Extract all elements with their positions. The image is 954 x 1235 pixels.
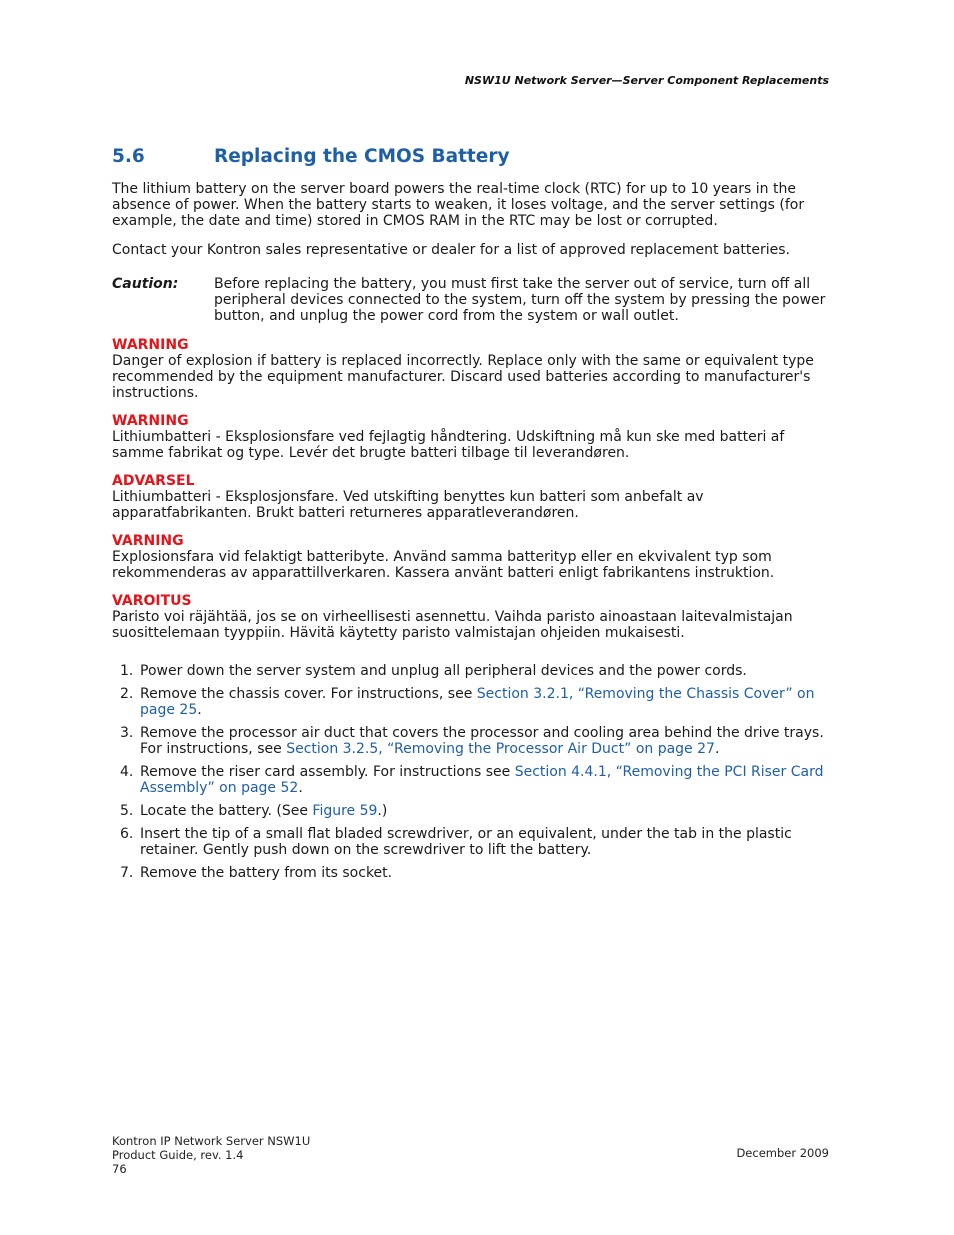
warning-block [112, 533, 830, 581]
step-text-part: Remove the riser card assembly. For instructions see [140, 764, 515, 780]
step-item [112, 826, 830, 858]
step-text [140, 725, 830, 757]
warning-block [112, 413, 830, 461]
warning-text: Paristo voi räjähtää, jos se on virheellisesti asennettu. Vaihda paristo ainoastaan laitevalmistajan suosittelemaan tyyppiin. Hävitä käytetty paristo valmistajan ohjeiden mukaisesti. [112, 609, 793, 641]
warning-label: VARNING [112, 533, 184, 549]
step-number: 5. [120, 803, 134, 819]
step-text [140, 803, 830, 819]
section-heading [112, 146, 830, 167]
page-number: 76 [112, 1162, 127, 1176]
warning-text: Lithiumbatteri - Eksplosionsfare ved fejlagtig håndtering. Udskiftning må kun ske med batteri af samme fabrikat og type. Levér det brugte batteri tilbage til leverandøren. [112, 429, 785, 461]
step-number: 4. [120, 764, 134, 780]
footer-date: December 2009 [736, 1146, 829, 1160]
section-title: Replacing the CMOS Battery [214, 146, 510, 167]
warning-text: Explosionsfara vid felaktigt batteribyte. Använd samma batterityp eller en ekvivalent typ som rekommenderas av apparattillverkaren. Kassera använt batteri enligt fabrikantens instruktion. [112, 549, 775, 581]
step-item [112, 764, 830, 796]
section-number: 5.6 [112, 146, 145, 167]
step-text-part: . [714, 741, 720, 757]
figure-reference-link[interactable]: Figure 59 [312, 803, 378, 819]
step-text-part: Remove the battery from its socket. [140, 865, 393, 881]
step-item [112, 725, 830, 757]
warning-label: VAROITUS [112, 593, 192, 609]
step-text-part: Remove the chassis cover. For instructions, see [140, 686, 477, 702]
warning-block [112, 337, 830, 401]
page-content [112, 146, 830, 888]
step-number: 3. [120, 725, 134, 741]
caution-note [112, 276, 830, 324]
step-text [140, 826, 830, 858]
step-text-part: Power down the server system and unplug all peripheral devices and the power cords. [140, 663, 747, 679]
cross-reference-link[interactable]: Section 3.2.1, “Removing the Chassis Cover” on page 25 [140, 686, 815, 718]
step-text [140, 686, 830, 718]
step-item [112, 803, 830, 819]
footer-guide: Product Guide, rev. 1.4 [112, 1148, 244, 1162]
step-text-part: .) [377, 803, 388, 819]
warning-text: Lithiumbatteri - Eksplosjonsfare. Ved utskifting benyttes kun batteri som anbefalt av apparatfabrikanten. Brukt batteri returneres apparatleverandøren. [112, 489, 704, 521]
warning-label: WARNING [112, 337, 189, 353]
running-header: NSW1U Network Server—Server Component Replacements [464, 74, 829, 87]
step-text-part: Locate the battery. (See [140, 803, 313, 819]
step-text [140, 865, 830, 881]
step-text-part: . [197, 702, 202, 718]
intro-paragraph: The lithium battery on the server board powers the real-time clock (RTC) for up to 10 years in the absence of power. When the battery starts to weaken, it loses voltage, and the server settings (for example, the date and time) stored in CMOS RAM in the RTC may be lost or corrupted. [112, 181, 805, 229]
step-number: 7. [120, 865, 134, 881]
intro-paragraph: Contact your Kontron sales representative or dealer for a list of approved replacement batteries. [112, 242, 791, 258]
step-text [140, 663, 830, 679]
cross-reference-link[interactable]: Section 3.2.5, “Removing the Processor Air Duct” on page 27 [286, 741, 715, 757]
step-item [112, 663, 830, 679]
step-item [112, 686, 830, 718]
step-text-part: Insert the tip of a small flat bladed screwdriver, or an equivalent, under the tab in the plastic retainer. Gently push down on the screwdriver to lift the battery. [140, 826, 792, 858]
warning-text: Danger of explosion if battery is replaced incorrectly. Replace only with the same or equivalent type recommended by the equipment manufacturer. Discard used batteries according to manufacturer's instructions. [112, 353, 814, 401]
caution-text: Before replacing the battery, you must first take the server out of service, turn off all peripheral devices connected to the system, turn off the system by pressing the power button, and unplug the power cord from the system or wall outlet. [214, 276, 826, 324]
warning-label: ADVARSEL [112, 473, 195, 489]
procedure-steps [112, 663, 830, 881]
warning-label: WARNING [112, 413, 189, 429]
step-text-part: Remove the processor air duct that covers the processor and cooling area behind the drive trays. For instructions, see [140, 725, 824, 757]
step-text [140, 764, 830, 796]
caution-label: Caution: [112, 276, 179, 292]
step-text-part: . [298, 780, 303, 796]
warning-block [112, 593, 830, 641]
footer-product: Kontron IP Network Server NSW1U [112, 1134, 311, 1148]
warning-block [112, 473, 830, 521]
step-number: 1. [120, 663, 134, 679]
cross-reference-link[interactable]: Section 4.4.1, “Removing the PCI Riser Card Assembly” on page 52 [140, 764, 824, 796]
step-number: 2. [120, 686, 134, 702]
step-item [112, 865, 830, 881]
footer-left [112, 1134, 310, 1176]
step-number: 6. [120, 826, 134, 842]
